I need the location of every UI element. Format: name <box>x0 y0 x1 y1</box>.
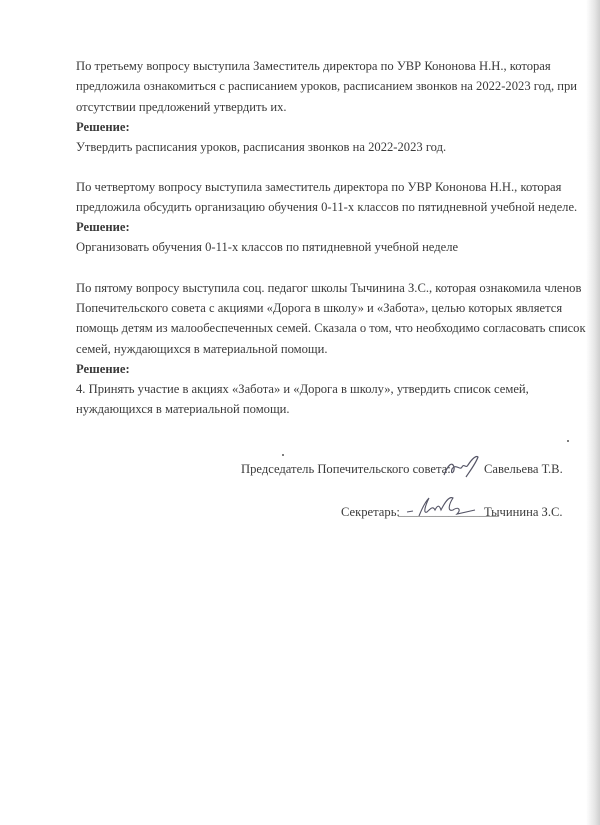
text-line: предложила обсудить организацию обучения 0-11-х классов по пятидневной учебной неделе. <box>76 200 578 214</box>
secretary-signature-icon <box>405 494 480 522</box>
scan-edge-shadow <box>586 0 600 825</box>
scan-speck <box>282 454 284 456</box>
text-line: отсутствии предложений утвердить их. <box>76 100 287 114</box>
secretary-name: Тычинина З.С. <box>484 505 563 519</box>
text-line: Попечительского совета с акциями «Дорога в школу» и «Забота», целью которых является <box>76 301 563 315</box>
text-line: По третьему вопросу выступила Заместитель директора по УВР Кононова Н.Н., которая <box>76 59 551 73</box>
decision-text: нуждающихся в материальной помощи. <box>76 402 290 416</box>
scan-speck <box>567 440 569 442</box>
text-line: предложила ознакомиться с расписанием уроков, расписанием звонков на 2022-2023 год, при <box>76 79 578 93</box>
decision-heading: Решение: <box>76 362 130 376</box>
signature-line: ________________ <box>398 504 499 518</box>
text-line: По четвертому вопросу выступила заместитель директора по УВР Кононова Н.Н., которая <box>76 180 562 194</box>
text-line: семей, нуждающихся в материальной помощи. <box>76 342 328 356</box>
secretary-label: Секретарь: <box>341 505 400 519</box>
text-line: помощь детям из малообеспеченных семей. Сказала о том, что необходимо согласовать список <box>76 321 586 335</box>
decision-heading: Решение: <box>76 120 130 134</box>
decision-text: Организовать обучения 0-11-х классов по пятидневной учебной неделе <box>76 240 459 254</box>
chair-name: Савельева Т.В. <box>484 462 563 476</box>
decision-text: Утвердить расписания уроков, расписания звонков на 2022-2023 год. <box>76 140 447 154</box>
decision-text: 4. Принять участие в акциях «Забота» и «Дорога в школу», утвердить список семей, <box>76 382 529 396</box>
chair-label: Председатель Попечительского совета: <box>241 462 451 476</box>
chair-signature-icon <box>440 453 482 481</box>
decision-heading: Решение: <box>76 220 130 234</box>
text-line: По пятому вопросу выступила соц. педагог школы Тычинина З.С., которая ознакомила членов <box>76 281 582 295</box>
